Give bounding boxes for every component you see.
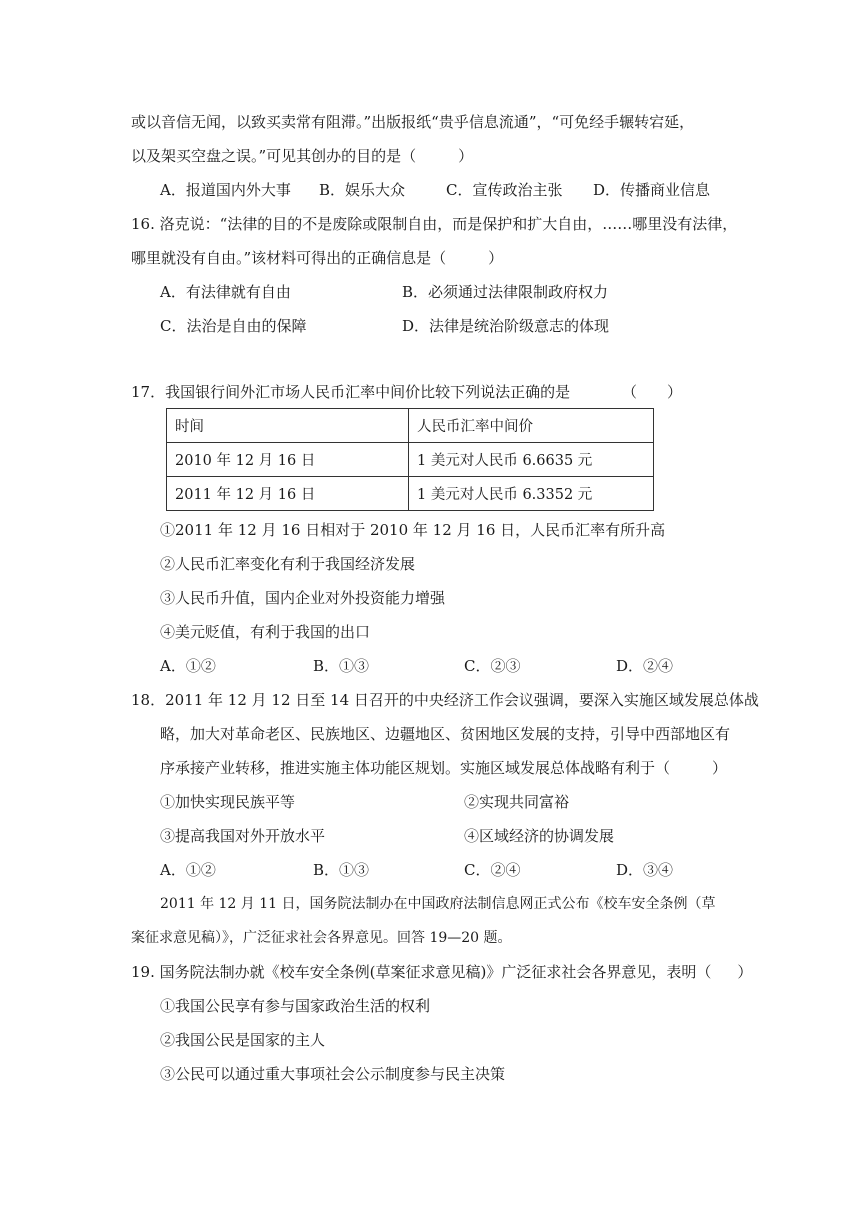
q17-option-c: C．②③ (464, 657, 521, 675)
q17-stem: 17．我国银行间外汇市场人民币汇率中间价比较下列说法正确的是 (131, 383, 571, 401)
q16-stem: 哪里就没有自由。”该材料可得出的正确信息是（ (131, 249, 447, 267)
q17-statement-2: ②人民币汇率变化有利于我国经济发展 (160, 555, 416, 573)
q15-option-d: D．传播商业信息 (593, 181, 711, 199)
q16-text-line1: 16. 洛克说：“法律的目的不是废除或限制自由，而是保护和扩大自由，……哪里没有法律， (131, 215, 738, 233)
q19-statement-2: ②我国公民是国家的主人 (160, 1031, 326, 1049)
q17-paren: （ ） (622, 383, 683, 401)
material-line1: 2011 年 12 月 11 日，国务院法制办在中国政府法制信息网正式公布《校车安全条例（草 (160, 896, 716, 912)
table-header-row (167, 409, 654, 443)
q17-option-d: D．②④ (616, 657, 674, 675)
q16-option-c: C．法治是自由的保障 (160, 317, 307, 335)
table-cell-date: 2011 年 12 月 16 日 (167, 477, 409, 511)
table-cell-date: 2010 年 12 月 16 日 (167, 443, 409, 477)
q18-option-c: C．②④ (464, 861, 521, 879)
q19-statement-1: ①我国公民享有参与国家政治生活的权利 (160, 997, 431, 1015)
table-row (167, 477, 654, 511)
q18-stem: 序承接产业转移，推进实施主体功能区规划。实施区域发展总体战略有利于（ (160, 759, 671, 777)
table-header-time: 时间 (167, 409, 409, 443)
table-cell-rate: 1 美元对人民币 6.3352 元 (409, 477, 654, 511)
q16-stem-close: ） (488, 249, 504, 267)
table-row (167, 443, 654, 477)
q18-option-a: A．①② (160, 861, 216, 879)
q15-stem-close: ） (458, 147, 474, 165)
q17-option-a: A．①② (160, 657, 216, 675)
table-cell-rate: 1 美元对人民币 6.6635 元 (409, 443, 654, 477)
q18-text-line3 (160, 758, 727, 778)
q15-option-b: B．娱乐大众 (319, 181, 406, 199)
material-line2: 案征求意见稿）》，广泛征求社会各界意见。回答 19—20 题。 (131, 930, 512, 946)
q17-statement-3: ③人民币升值，国内企业对外投资能力增强 (160, 589, 446, 607)
q18-stem-close: ） (712, 759, 728, 777)
q18-text-line2: 略，加大对革命老区、民族地区、边疆地区、贫困地区发展的支持，引导中西部地区有 (160, 725, 731, 743)
q16-option-b: B．必须通过法律限制政府权力 (402, 283, 609, 301)
exchange-rate-table (166, 408, 654, 511)
q18-statement-1: ①加快实现民族平等 (160, 793, 296, 811)
q19-statement-3: ③公民可以通过重大事项社会公示制度参与民主决策 (160, 1065, 506, 1083)
q16-option-d: D．法律是统治阶级意志的体现 (402, 317, 610, 335)
q15-text-line1: 或以音信无闻，以致买卖常有阻滞。”出版报纸“贵乎信息流通”，“可免经手辗转宕延， (131, 113, 695, 131)
q17-statement-1: ①2011 年 12 月 16 日相对于 2010 年 12 月 16 日，人民币汇率有所升高 (160, 521, 666, 539)
q17-option-b: B．①③ (313, 657, 370, 675)
table-header-rate: 人民币汇率中间价 (409, 409, 654, 443)
q19-stem: 19. 国务院法制办就《校车安全条例(草案征求意见稿)》广泛征求社会各界意见，表明（ (131, 963, 712, 981)
q18-option-b: B．①③ (313, 861, 370, 879)
q18-text-line1: 18．2011 年 12 月 12 日至 14 日召开的中央经济工作会议强调，要深入实施区域发展总体战 (131, 691, 759, 709)
q17-statement-4: ④美元贬值，有利于我国的出口 (160, 623, 371, 641)
q15-text-line2 (131, 146, 473, 166)
q16-text-line2 (131, 248, 503, 268)
q18-option-d: D．③④ (616, 861, 674, 879)
q19-stem-line (131, 962, 752, 982)
q18-statement-3: ③提高我国对外开放水平 (160, 827, 326, 845)
q15-option-a: A．报道国内外大事 (160, 181, 291, 199)
q15-stem: 以及架买空盘之误。”可见其创办的目的是（ (131, 147, 417, 165)
q18-statement-4: ④区域经济的协调发展 (464, 827, 615, 845)
q18-statement-2: ②实现共同富裕 (464, 793, 570, 811)
q16-option-a: A．有法律就有自由 (160, 283, 291, 301)
q15-option-c: C．宣传政治主张 (446, 181, 563, 199)
q19-stem-close: ） (737, 963, 753, 981)
